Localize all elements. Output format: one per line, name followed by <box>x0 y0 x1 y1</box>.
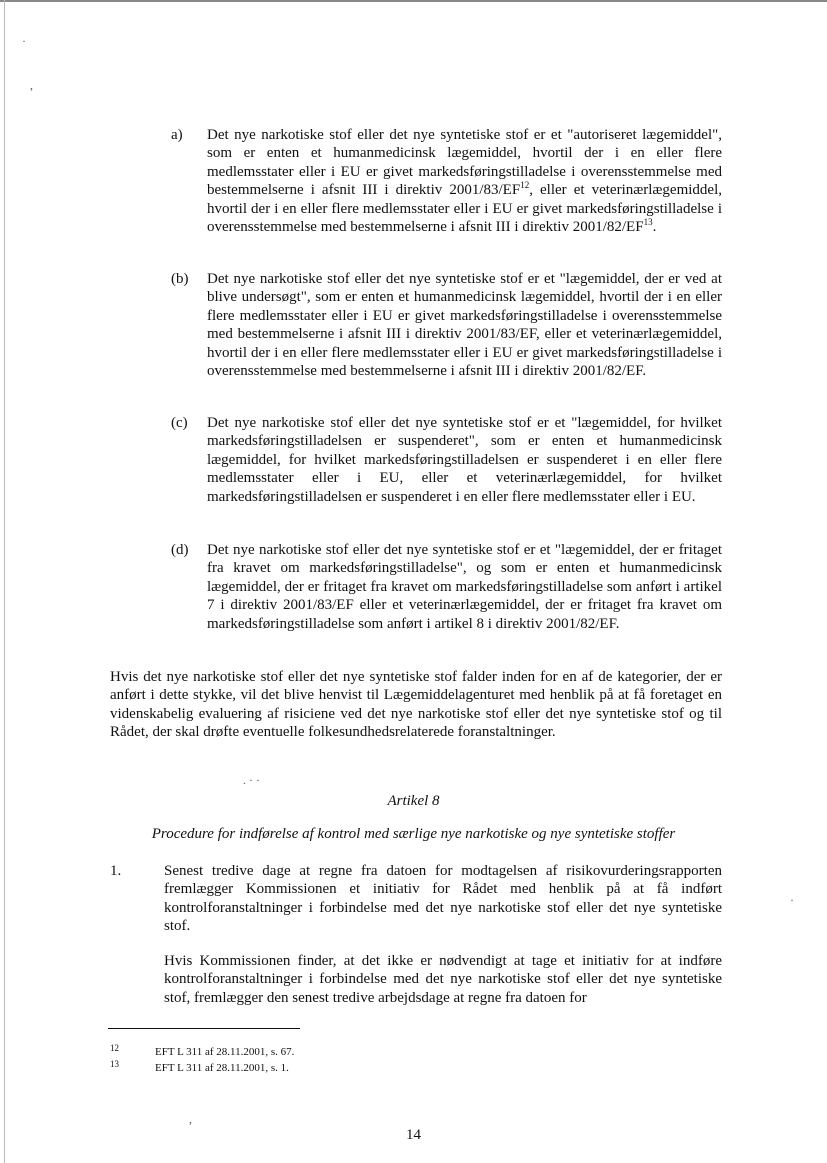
footnote-number: 12 <box>110 1043 119 1053</box>
scan-speck: , <box>189 1112 192 1126</box>
numbered-item-paragraph: Hvis Kommissionen finder, at det ikke er nødvendigt at tage et initiativ for at indføre kontrolforanstaltninger i forbindelse med det nye narkotiske stof eller det nye syntetiske stof, fremlægger den senest tredive arbejdsdage at regne fra datoen for <box>164 953 722 1006</box>
footnote-text: EFT L 311 af 28.11.2001, s. 1. <box>155 1062 289 1074</box>
article-title: Procedure for indførelse af kontrol med særlige nye narkotiske og nye syntetiske stoffer <box>151 826 676 842</box>
list-item-label: (d) <box>171 542 189 558</box>
list-item-text: Det nye narkotiske stof eller det nye syntetiske stof er et "lægemiddel, der er ved at blive undersøgt", som er enten et humanmedicinsk lægemiddel, hvortil der i en eller flere medlemsstater eller i EU er givet markedsføringstilladelse i overensstemmelse med bestemmelserne i afsnit III i direktiv 2001/83/EF, eller et veterinærlægemiddel, hvortil der i en eller flere medlemsstater eller i EU er givet markedsføringstilladelse i overensstemmelse med bestemmelserne i afsnit III i direktiv 2001/82/EF. <box>207 271 722 380</box>
article-number: Artikel 8 <box>387 793 440 809</box>
footnote-ref: 12 <box>520 180 530 191</box>
scan-speck: . · · <box>243 773 260 787</box>
page-number: 14 <box>406 1127 421 1143</box>
list-item-text: Det nye narkotiske stof eller det nye syntetiske stof er et "lægemiddel, der er fritaget fra kravet om markedsføringstilladelse", og som er enten et humanmedicinsk lægemiddel, der er fritaget fra kravet om markedsføringstilladelse som anført i artikel 7 i direktiv 2001/83/EF eller et veterinærlægemiddel, der er fritaget fra kravet om markedsføringstilladelse som anført i artikel 8 i direktiv 2001/82/EF. <box>207 542 722 632</box>
numbered-item-paragraph: Senest tredive dage at regne fra datoen for modtagelsen af risikovurderingsrapporten fremlægger Kommissionen et initiativ for Rådet med henblik på at få indført kontrolforanstaltninger i forbindelse med det nye narkotiske stof eller det nye syntetiske stof. <box>164 863 722 935</box>
footnote-separator <box>108 1028 300 1029</box>
list-item-text <box>207 126 722 236</box>
list-item-label: (b) <box>171 271 189 287</box>
list-item-label: (c) <box>171 415 188 431</box>
body-paragraph: Hvis det nye narkotiske stof eller det nye syntetiske stof falder inden for en af de kategorier, der er anført i dette stykke, vil det blive henvist til Lægemiddelagenturet med henblik på at få foretaget en videnskabelig evaluering af risiciene ved det nye narkotiske stof eller det nye syntetiske stof og til Rådet, der skal drøfte eventuelle folkesundhedsrelaterede foranstaltninger. <box>110 669 722 741</box>
scan-speck: · <box>790 893 794 907</box>
footnote-ref: 13 <box>643 217 653 228</box>
footnote-text: EFT L 311 af 28.11.2001, s. 67. <box>155 1046 295 1058</box>
scan-left-border <box>4 0 5 1163</box>
scan-top-border <box>0 0 827 2</box>
scan-speck: · <box>22 34 26 48</box>
scan-speck: , <box>30 78 33 92</box>
list-item-text-part: , eller et veterinærlægemiddel, hvortil der i en eller flere medlemsstater eller i EU er givet markedsføringstilladelse i overensstemmelse med bestemmelserne i afsnit III i direktiv 2001/82/EF <box>207 182 722 236</box>
list-item-label: a) <box>171 127 183 143</box>
list-item-text-part: Det nye narkotiske stof eller det nye syntetiske stof er et "autoriseret lægemiddel", som er enten et humanmedicinsk lægemiddel, hvortil der i en eller flere medlemsstater eller i EU er givet markedsføringstilladelse i overensstemmelse med bestemmelserne i afsnit III i direktiv 2001/83/EF <box>207 127 722 199</box>
footnote-number: 13 <box>110 1059 119 1069</box>
numbered-item-label: 1. <box>110 863 122 879</box>
list-item-text-part: . <box>652 219 657 236</box>
list-item-text: Det nye narkotiske stof eller det nye syntetiske stof er et "lægemiddel, for hvilket markedsføringstilladelsen er suspenderet", som er enten et humanmedicinsk lægemiddel, for hvilket markedsføringstilladelsen er suspenderet i en eller flere medlemsstater eller i EU, eller et veterinærlægemiddel, for hvilket markedsføringstilladelsen er suspenderet i en eller flere medlemsstater eller i EU. <box>207 415 722 505</box>
